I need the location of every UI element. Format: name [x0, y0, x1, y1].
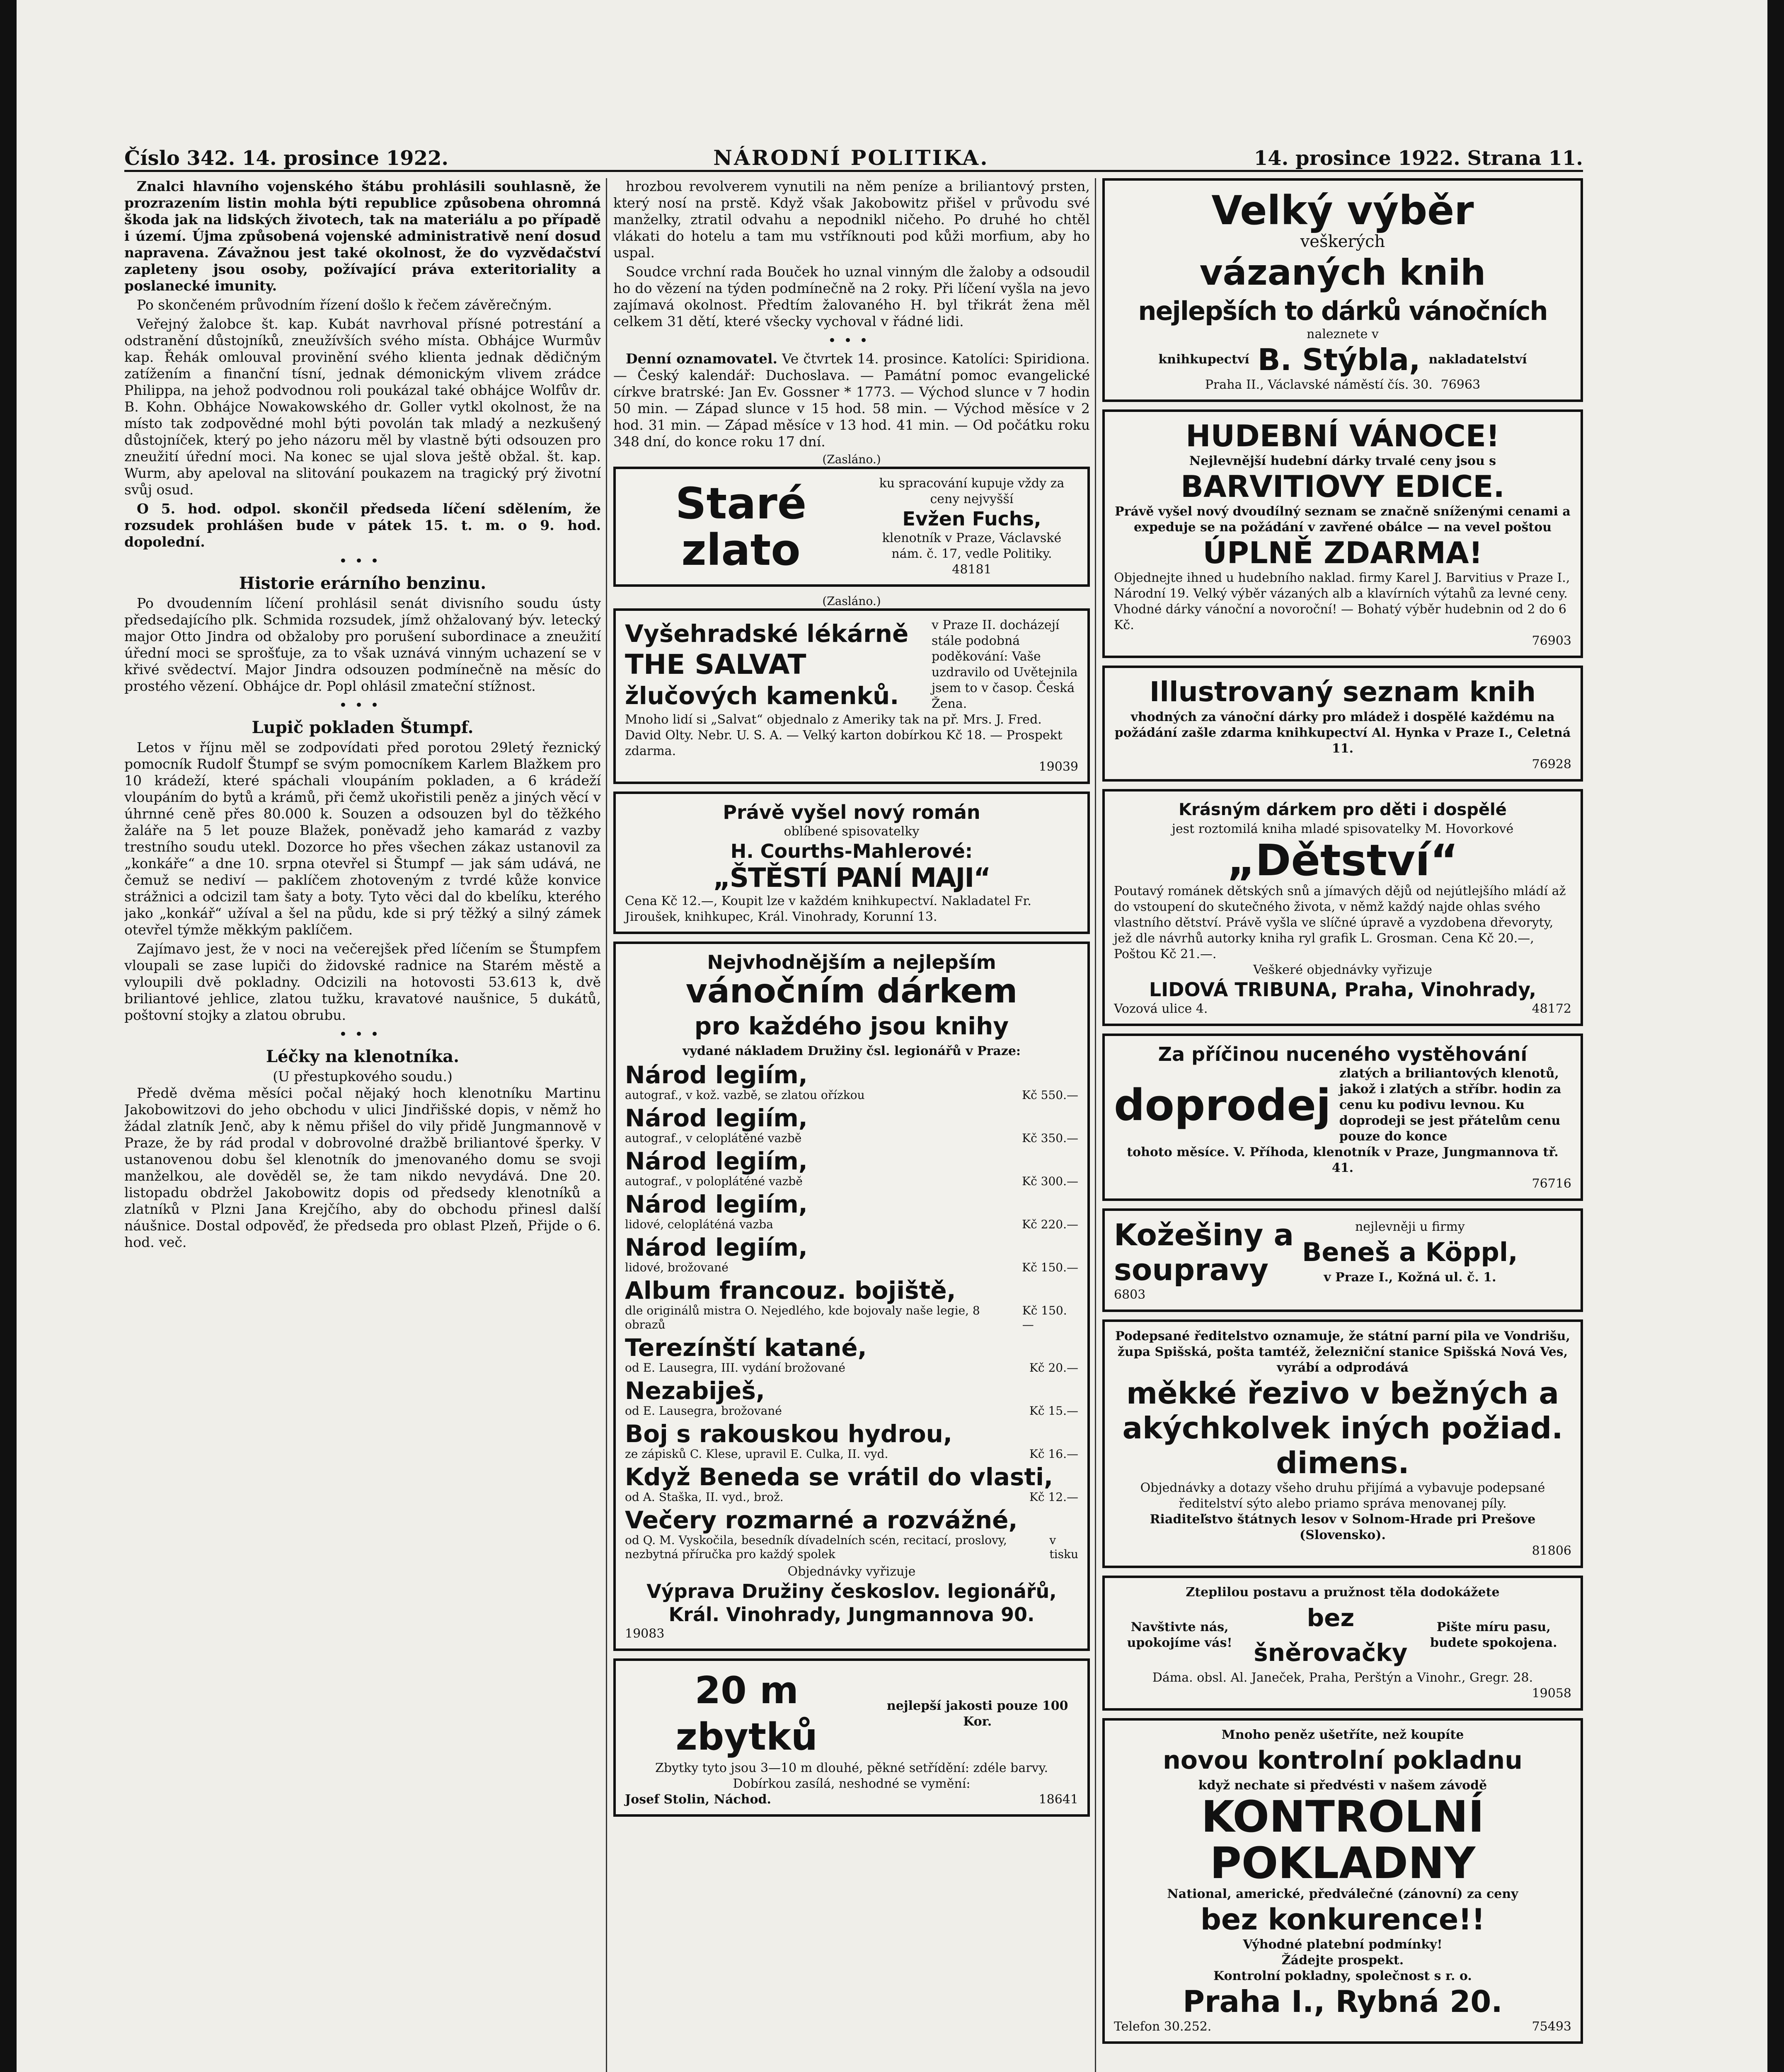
- ad-kontrolni-pokladny: [1102, 1718, 1583, 2044]
- ad-remnants-title: 20 m zbytků: [675, 1669, 818, 1759]
- book-title: Terezínští katané,: [625, 1334, 867, 1362]
- ad-stare-zlato: [613, 467, 1090, 587]
- ad-salvat-side: v Praze II. docházejí stále podobná poděkování: Vaše uzdravilo od Uvětejnila jsem to v časop. Česká Žena.: [932, 618, 1078, 711]
- ad-register-t12: Telefon 30.252.: [1114, 2019, 1212, 2034]
- book-title: Národ legiím,: [625, 1147, 808, 1175]
- ad-books-h4: vydané nákladem Družiny čsl. legionářů v Praze:: [683, 1044, 1021, 1058]
- article-heading: Léčky na klenotníka.: [266, 1047, 460, 1066]
- book-list-item: [625, 1421, 1078, 1461]
- ad-doprodej: [1102, 1034, 1583, 1201]
- ad-zlato-text: ku spracování kupuje vždy za ceny nejvyšší: [879, 476, 1065, 506]
- book-description: od Q. M. Vyskočila, besedník dívadelních scén, recitací, proslovy, nezbytná příručka pro každý spolek: [625, 1533, 1007, 1561]
- ad-salvat-product: THE SALVAT: [625, 649, 806, 680]
- book-list-item: [625, 1507, 1078, 1561]
- book-list-item: [625, 1377, 1078, 1418]
- book-price: Kč 220.—: [1022, 1218, 1078, 1231]
- article-paragraph: Předě dvěma měsíci počal nějaký hoch klenotníku Martinu Jakobowitzovi do jeho obchodu v ulici Jindřišské dopis, v němž ho žádal zlatník Jenč, aby k němu přišel do vily přidě Jungmannově v Praze, že by rád prodal v dobrovolné dražbě briliantové šperky. V ustanovenou dobu šel klenotník do jmenovaného domu se svoji manželkou, ale dověděl se, že tam nikdo nevydává. Dne 20. listopadu obdržel Jakobowitz dopis od předsedy klenotníků a zlatníků v Plzni Jana Krejčího, aby do obchodu přinesl další náušnice. Dostal odpověď, že předseda pro oblast Plzeň, Přijde o 6. hod. več.: [124, 1085, 601, 1250]
- ad-number: 76716: [1532, 1176, 1571, 1191]
- ad-corset-t4: Pište míru pasu, budete spokojena.: [1430, 1620, 1557, 1650]
- ad-furs-t5: v Praze I., Kožná ul. č. 1.: [1324, 1270, 1496, 1285]
- book-list-item: [625, 1234, 1078, 1275]
- ad-detstvi-title: „Dětství“: [1227, 835, 1459, 886]
- ad-stybla-t4: nejlepších to dárků vánočních: [1138, 296, 1547, 326]
- ad-corset-t5: Dáma. obsl. Al. Janeček, Praha, Perštýn a Vinohr., Gregr. 28.: [1152, 1670, 1533, 1685]
- ad-stybla-t6: knihkupectví: [1158, 352, 1249, 367]
- article-subheading: (U přestupkového soudu.): [273, 1068, 453, 1084]
- article-paragraph: Znalci hlavního vojenského štábu prohlásili souhlasně, že prozrazením listin mohla býti republice způsobena ohromná škoda jak na lidských životech, tak na materiálu a po případě i území. Újma způsobená vojenské administrativě není dosud napravena. Závažnou jest také okolnost, že do vyzvědačství zapleteny jsou osoby, požívající práva exteritoriality a poslanecké imunity.: [124, 178, 601, 294]
- ad-detstvi-t5: Veškeré objednávky vyřizuje: [1253, 963, 1432, 977]
- header-date-right: 14. prosince 1922.: [1254, 147, 1460, 170]
- ad-novel-title: „ŠTĚSTÍ PANÍ MAJI“: [713, 863, 990, 893]
- book-price: Kč 12.—: [1029, 1490, 1078, 1504]
- ad-novel-author: H. Courths-Mahlerové:: [730, 840, 973, 862]
- ad-books-pub2: Král. Vinohrady, Jungmannova 90.: [668, 1603, 1035, 1626]
- ad-register-t8: Výhodné platební podmínky!: [1243, 1937, 1443, 1952]
- issue-number: Číslo 342.: [124, 147, 235, 170]
- ad-stybla-t8: nakladatelství: [1428, 352, 1527, 367]
- ad-catalog-t2: vhodných za vánoční dárky pro mládež i dospělé každému na požádání zašle zdarma knihkupectví Al. Hynka v Praze I., Celetná 11.: [1114, 710, 1571, 756]
- ad-remnants-name: Josef Stolin, Náchod.: [625, 1792, 771, 1807]
- ad-music-t3: BARVITIOVY EDICE.: [1181, 469, 1505, 504]
- notice-title: Denní oznamovatel.: [626, 351, 777, 367]
- ad-number: 48181: [952, 562, 992, 577]
- book-description: autograf., v polopláténé vazbě: [625, 1174, 803, 1188]
- book-description: dle originálů mistra O. Nejedlého, kde bojovaly naše legie, 8 obrazů: [625, 1304, 980, 1331]
- ad-stybla-t7: B. Stýbla,: [1257, 342, 1421, 377]
- ad-books-order: Objednávky vyřizuje: [787, 1564, 916, 1579]
- ad-furs-t4: Beneš a Köppl,: [1302, 1237, 1518, 1267]
- column-rule: [606, 178, 607, 2072]
- ad-legion-books: [613, 942, 1090, 1651]
- ad-furs-t1: Kožešiny a: [1114, 1218, 1294, 1252]
- ad-number: 19083: [625, 1627, 665, 1641]
- ad-detstvi-t7: Vozová ulice 4.: [1114, 1002, 1208, 1016]
- ad-doprodej-t4: tohoto měsíce. V. Příhoda, klenotník v Praze, Jungmannova tř. 41.: [1127, 1145, 1559, 1175]
- ad-stybla-books: [1102, 178, 1583, 402]
- book-price: Kč 550.—: [1022, 1088, 1078, 1102]
- ad-number: 76963: [1440, 378, 1481, 392]
- ad-snerovacky: [1102, 1576, 1583, 1711]
- book-list-item: [625, 1148, 1078, 1188]
- column-2: [613, 178, 1090, 2072]
- book-description: autograf., v kož. vazbě, se zlatou ořízkou: [625, 1088, 865, 1102]
- scan-edge-left: [0, 0, 17, 2072]
- ad-stybla-t2: veškerých: [1300, 232, 1385, 251]
- ad-corset-t1: Zteplilou postavu a pružnost těla dodokážete: [1186, 1585, 1500, 1600]
- ad-books-pub1: Výprava Družiny českoslov. legionářů,: [646, 1580, 1057, 1602]
- book-title: Večery rozmarné a rozvážné,: [625, 1506, 1018, 1534]
- ad-register-t1: Mnoho peněz ušetříte, než koupíte: [1221, 1728, 1464, 1742]
- article-paragraph: hrozbou revolverem vynutili na něm peníze a briliantový prsten, který nosí na prstě. Když však Jakobowitz přišel v průvodu své manželky, ztratil odvahu a nepodnikl ničeho. Po druhé ho chtěl vlákati do hotelu a tam mu vstříknouti pod kůži morfium, aby ho uspal.: [613, 178, 1090, 261]
- ad-zlato-address: klenotník v Praze, Václavské nám. č. 17, vedle Politiky.: [882, 531, 1062, 561]
- article-paragraph: Letos v říjnu měl se zodpovídati před porotou 29letý řeznický pomocník Rudolf Štumpf se svým pomocníkem Karlem Blažkem pro 10 krádeží, které spáchali vloupáním pokladen, a 6 krádeží vloupáním do bytů a krámů, při čemž ukořistili peněz a jiných věcí v úhrnné ceně přes 80.000 k. Souzen a odsouzen byl do těžkého žaláře na 5 let pouze Blažek, poněvadž jeho kamarád z vazby trestního soudu utekl. Dozorce ho přes všechen zákaz ustanovil za „konkáře“ a dne 10. srpna otevřel si Štumpf — jak sám udává, ne čemuž se nediví — paklíčem zhotoveným z tvrdé kůže konvice strážnici a odcizil tam šaty a boty. Tyto věci dal do kbelíku, kterého jako „konkář“ užíval a šel na půdu, kde si prý těžký a silný zámek otevřel týmže měkkým paklíčem.: [124, 739, 601, 938]
- book-price: Kč 150.—: [1022, 1304, 1067, 1331]
- page-number: Strana 11.: [1467, 147, 1583, 170]
- ad-corset-t2: Navštivte nás, upokojíme vás!: [1127, 1620, 1232, 1650]
- ad-remnants-price: nejlepší jakosti pouze 100 Kor.: [886, 1699, 1068, 1729]
- ad-register-t3: když nechate si předvésti v našem závodě: [1198, 1778, 1487, 1793]
- ad-fabric-remnants: [613, 1658, 1090, 1817]
- ad-rezivo-t1: Podepsané ředitelstvo oznamuje, že státní parní pila ve Vondrišu, župa Spišská, pošta tamtéž, železniční stanice Spišská Nová Ves, vyrábí a odprodává: [1115, 1329, 1570, 1375]
- ad-number: 18641: [1038, 1792, 1078, 1807]
- book-description: od E. Lausegra, brožované: [625, 1404, 782, 1418]
- ad-rezivo-t4: Riaditeľstvo štátnych lesov v Solnom-Hrade pri Prešove (Slovensko).: [1150, 1512, 1536, 1542]
- ad-detstvi-t6: LIDOVÁ TRIBUNA, Praha, Vinohrady,: [1149, 978, 1537, 1001]
- ad-number: 48172: [1532, 1002, 1571, 1016]
- ad-novel: [613, 792, 1090, 934]
- ad-detstvi-t2: jest roztomilá kniha mladé spisovatelky M. Hovorkové: [1172, 822, 1514, 836]
- ad-zlato-title-1: Staré: [675, 478, 807, 529]
- ad-books-h2: vánočním dárkem: [685, 972, 1018, 1010]
- ad-novel-sub: oblíbené spisovatelky: [784, 824, 920, 839]
- book-title: Nezabiješ,: [625, 1377, 765, 1405]
- ad-rezivo-t3: Objednávky a dotazy všeho druhu přijímá a vybavuje podepsané ředitelství sýto alebo priamo správa menovanej píly.: [1140, 1481, 1545, 1511]
- book-description: od E. Lausegra, III. vydání brožované: [625, 1361, 845, 1375]
- ad-salvat-stones: žlučových kamenků.: [625, 682, 899, 710]
- article-paragraph: Zajímavo jest, že v noci na večerejšek před líčením se Štumpfem vloupali se zase lupiči do židovské radnice na Starém městě a vyloupili dvě pokladny. Odcizili na hotovosti 53.613 k, dvě briliantové jehlice, zlatou tužku, kravatové naušnice, 5 dukátů, poštovní stojky a zlatou obrubu.: [124, 941, 601, 1023]
- book-title: Když Beneda se vrátil do vlasti,: [625, 1463, 1053, 1491]
- ad-number: 19039: [1038, 760, 1078, 774]
- ad-corset-t3: bez šněrovačky: [1254, 1604, 1408, 1667]
- book-list-item: [625, 1334, 1078, 1375]
- ad-number: 75493: [1532, 2019, 1571, 2034]
- book-description: od A. Staška, II. vyd., brož.: [625, 1490, 784, 1504]
- notice-text: Ve čtvrtek 14. prosince. Katolíci: Spiridiona. — Český kalendář: Duchoslava. — Památní pomoc evangelické církve bratrské: Jan Ev. Gossner * 1773. — Východ slunce v 7 hodin 50 min. — Západ slunce v 15 hod. 58 min. — Východ měsíce v 2 hod. 31 min. — Západ měsíce v 13 hod. 41 min. — Od počátku roku 348 dní, do konce roku 17 dní.: [613, 351, 1090, 450]
- ad-music-t4: Právě vyšel nový dvoudílný seznam se značně sníženými cenami a expeduje se na požádání v zavřené obálce — na vevel poštou: [1115, 504, 1571, 535]
- book-description: autograf., v celoplátěné vazbě: [625, 1131, 802, 1145]
- book-price: Kč 150.—: [1022, 1261, 1078, 1274]
- zaslano-label: (Zasláno.): [822, 594, 881, 608]
- book-price: Kč 300.—: [1022, 1174, 1078, 1188]
- article-paragraph: Veřejný žalobce št. kap. Kubát navrhoval přísné potrestání a odstranění důstojníků, zneužívších svého místa. Obhájce Wurmův kap. Řehák omlouval provinění svého klienta jednak dědičným zatížením a finanční tísní, jednak démonickým vlivem zrádce Philippa, na jehož podvodnou roli poukázal také obhájce Wolfův dr. B. Kohn. Obhájce Nowakowského dr. Goller vytkl okolnost, že na místo tak zodpovědné mohl býti povolán tak mladý a nezkušený důstojníček, který po jeho názoru měl by vlastně býti odsouzen pro zneužití úřední moci. Na konec se ujal slova ještě obžal. št. kap. Wurm, aby apeloval na slitování poukazem na tragický prý životní svůj osud.: [124, 316, 601, 498]
- ad-register-t4: KONTROLNÍ: [1201, 1791, 1484, 1842]
- book-title: Národ legiím,: [625, 1190, 808, 1218]
- column-rule: [1095, 178, 1096, 2072]
- ad-salvat-pharmacy: Vyšehradské lékárně: [625, 620, 909, 648]
- ad-register-t10: Kontrolní pokladny, společnost s r. o.: [1213, 1969, 1472, 1983]
- ad-salvat: [613, 608, 1090, 784]
- page-header: [124, 137, 1583, 172]
- ad-doprodej-title: doprodej: [1114, 1080, 1331, 1130]
- ad-stybla-t1: Velký výběr: [1211, 187, 1474, 234]
- separator: •••: [828, 332, 876, 349]
- ad-music-t6: Objednejte ihned u hudebního naklad. firmy Karel J. Barvitius v Praze I., Národní 19. Velký výběr vázaných alb a klavírních výtahů za levné ceny. Vhodné dárky vánoční a novoroční! — Bohatý výběr hudebnin od 2 do 6 Kč.: [1114, 571, 1570, 632]
- book-title: Album francouz. bojiště,: [625, 1276, 956, 1305]
- ad-books-h3: pro každého jsou knihy: [694, 1012, 1009, 1040]
- ad-number: 76903: [1532, 634, 1571, 648]
- header-date-left: 14. prosince 1922.: [242, 147, 449, 170]
- ad-rezivo-t2: měkké řezivo v bežných a akýchkolvek iných požiad. dimens.: [1122, 1376, 1563, 1480]
- ad-stybla-t3: vázaných knih: [1199, 252, 1486, 293]
- ad-music-t2: Nejlevnější hudební dárky trvalé ceny jsou s: [1189, 454, 1496, 468]
- separator: •••: [339, 553, 387, 569]
- book-price: v tisku: [1049, 1533, 1078, 1561]
- ad-register-t9: Žádejte prospekt.: [1281, 1953, 1404, 1968]
- book-title: Národ legiím,: [625, 1233, 808, 1261]
- ad-furs-t2: soupravy: [1114, 1252, 1269, 1287]
- book-description: ze zápisků C. Klese, upravil E. Culka, II. vyd.: [625, 1447, 888, 1461]
- ad-stybla-t9: Praha II., Václavské náměstí čís. 30.: [1205, 378, 1433, 392]
- book-list-item: [625, 1105, 1078, 1145]
- article-paragraph: Po dvoudenním líčení prohlásil senát divisního soudu ústy předsedajícího plk. Schmida rozsudek, jímž ohžalovaný býv. letecký major Otto Jindra od obžaloby pro porušení subordinace a zneužití úřední moci se sprošťuje, za to však uznává vinným uchazení se v křivé svědectví. Major Jindra odsouzen podmínečně na měsíc do prostého vězení. Obhájce dr. Popl ohlásil zmateční stížnost.: [124, 595, 601, 694]
- ad-number: 6803: [1114, 1288, 1146, 1302]
- column-3: [1102, 178, 1583, 2072]
- book-list-item: [625, 1062, 1078, 1102]
- ad-salvat-footer: Mnoho lidí si „Salvat“ objednalo z Ameriky tak na př. Mrs. J. Fred. David Olty. Nebr. U. S. A. — Velký karton dobírkou Kč 18. — Prospekt zdarma.: [625, 712, 1063, 758]
- book-price: Kč 350.—: [1022, 1131, 1078, 1145]
- ad-zlato-title-2: zlato: [681, 525, 801, 575]
- ad-register-t11: Praha I., Rybná 20.: [1183, 1984, 1503, 2019]
- ad-illustrated-catalog: [1102, 666, 1583, 782]
- ad-detstvi-t4: Poutavý románek dětských snů a jímavých dějů od nejútlejšího mládí až do vstoupení do skutečného života, v němž každý najde ohlas svého vlastního dětství. Právě vyšla ve slíčné úpravě a vyzdobena dřevoryty, jež dle návrhů autorky kniha ryl grafik L. Grosman. Cena Kč 20.—, Poštou Kč 21.—.: [1114, 884, 1566, 961]
- book-title: Národ legiím,: [625, 1104, 808, 1132]
- ad-stybla-t5: naleznete v: [1307, 327, 1379, 341]
- separator: •••: [339, 697, 387, 714]
- ad-kozesiny: [1102, 1208, 1583, 1312]
- ad-number: 19058: [1532, 1686, 1571, 1701]
- ad-number: 76928: [1532, 757, 1571, 772]
- article-paragraph: Po skončeném průvodním řízení došlo k řečem závěrečným.: [137, 297, 552, 313]
- book-list-item: [625, 1191, 1078, 1232]
- newspaper-title: NÁRODNÍ POLITIKA.: [713, 145, 989, 170]
- article-paragraph: Soudce vrchní rada Bouček ho uznal vinným dle žaloby a odsoudil ho do vězení na týden podmínečně na 2 roky. Při líčení vyšla na jevo zajímavá okolnost. Předtím žalovaného H. byl třikrát žena měl celkem 31 dětí, které všecky vychoval v řádné lidi.: [613, 264, 1090, 329]
- article-heading: Historie erárního benzinu.: [239, 574, 487, 593]
- ad-catalog-t1: Illustrovaný seznam knih: [1149, 676, 1536, 708]
- ad-rezivo: [1102, 1319, 1583, 1568]
- ad-music-t5: ÚPLNĚ ZDARMA!: [1203, 535, 1483, 570]
- zaslano-label: (Zasláno.): [822, 453, 881, 466]
- book-title: Národ legiím,: [625, 1061, 808, 1089]
- ad-hudebni-vanoce: [1102, 409, 1583, 658]
- ad-register-t2: novou kontrolní pokladnu: [1163, 1746, 1523, 1775]
- scan-edge-right: [1767, 0, 1784, 2072]
- ad-detstvi: [1102, 789, 1583, 1026]
- book-title: Boj s rakouskou hydrou,: [625, 1420, 952, 1448]
- article-paragraph: O 5. hod. odpol. skončil předseda líčení sdělením, že rozsudek prohlášen bude v pátek 15. t. m. o 9. hod. dopolední.: [124, 501, 601, 550]
- book-price: Kč 16.—: [1029, 1447, 1078, 1461]
- ad-doprodej-t1: Za příčinou nuceného vystěhování: [1158, 1043, 1527, 1065]
- ad-detstvi-t1: Krásným dárkem pro děti i dospělé: [1179, 800, 1507, 819]
- column-1: [124, 178, 601, 2072]
- ad-music-t1: HUDEBNÍ VÁNOCE!: [1186, 419, 1500, 453]
- ad-novel-headline: Právě vyšel nový román: [723, 801, 980, 823]
- ad-register-t5: POKLADNY: [1210, 1838, 1476, 1888]
- book-price: Kč 15.—: [1029, 1404, 1078, 1418]
- book-price: Kč 20.—: [1029, 1361, 1078, 1375]
- ad-furs-t3: nejlevněji u firmy: [1355, 1220, 1465, 1234]
- ad-register-t7: bez konkurence!!: [1200, 1903, 1485, 1936]
- separator: •••: [339, 1026, 387, 1043]
- ad-books-h1: Nejvhodnějším a nejlepším: [707, 951, 996, 973]
- ad-number: 81806: [1532, 1544, 1571, 1558]
- ad-novel-footer: Cena Kč 12.—, Koupit lze v každém knihkupectví. Nakladatel Fr. Jiroušek, knihkupec, Král. Vinohrady, Korunní 13.: [625, 894, 1031, 924]
- book-description: lidové, celopláténá vazba: [625, 1218, 773, 1231]
- book-list-item: [625, 1277, 1078, 1332]
- book-list-item: [625, 1464, 1078, 1504]
- ad-doprodej-t3: zlatých a briliantových klenotů, jakož i zlatých a stříbr. hodin za cenu ku podivu levnou. Ku doprodeji se jest přátelům cenu pouze do konce: [1339, 1066, 1561, 1144]
- ad-zlato-name: Evžen Fuchs,: [902, 508, 1041, 530]
- ad-register-t6: National, americké, předválečné (zánovní) za ceny: [1167, 1887, 1518, 1901]
- ad-remnants-text: Zbytky tyto jsou 3—10 m dlouhé, pěkné setřídění: zdéle barvy. Dobírkou zasílá, neshodné se vymění:: [655, 1761, 1048, 1791]
- book-description: lidové, brožované: [625, 1261, 729, 1274]
- article-heading: Lupič pokladen Štumpf.: [252, 718, 474, 737]
